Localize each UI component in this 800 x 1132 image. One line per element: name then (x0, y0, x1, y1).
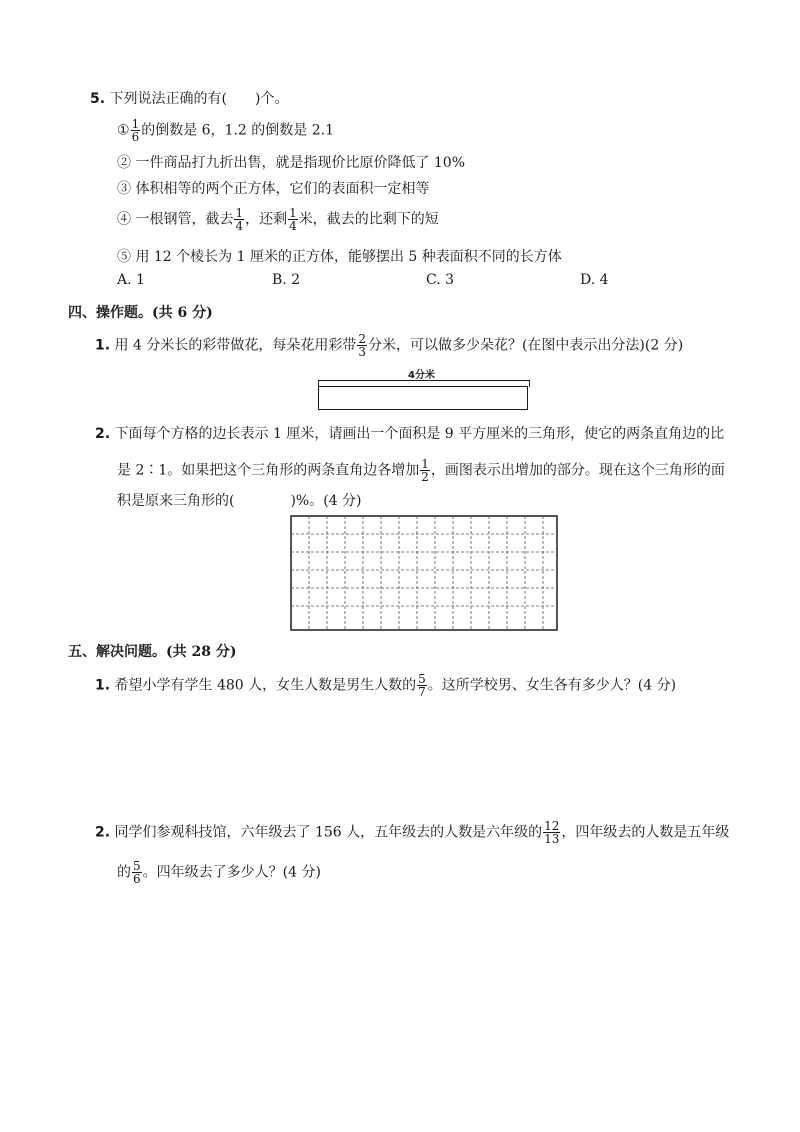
sec4-q2-line3: 积是原来三角形的( )%。(4 分) (117, 493, 362, 509)
q5-option-c: C. 3 (426, 272, 455, 288)
sec4-q2-line1: 2. 下面每个方格的边长表示 1 厘米，请画出一个面积是 9 平方厘米的三角形，使它的两条直角边的比 (95, 426, 725, 442)
fraction-1-4-b: $\frac{1}{4}$ (289, 206, 297, 233)
sec4-q1: 1. 用 4 分米长的彩带做花，每朵花用彩带 $\frac{2}{3}$ 分米，可以做多少朵花？(在图中表示出分法)(2 分) (95, 332, 684, 359)
fraction-12-13: $\frac{12}{13}$ (544, 819, 560, 846)
q5-statement-5: ⑤ 用 12 个棱长为 1 厘米的正方体，能够摆出 5 种表面积不同的长方体 (117, 249, 562, 265)
sec5-q2-line1: 2. 同学们参观科技馆，六年级去了 156 人，五年级去的人数是六年级的 $\frac{12}{13}$ ，四年级去的人数是五年级 (95, 819, 730, 846)
fraction-5-7: $\frac{5}{7}$ (418, 672, 426, 699)
q5-statement-2: ② 一件商品打九折出售，就是指现价比原价降低了 10% (117, 155, 466, 171)
q5-option-d: D. 4 (580, 272, 609, 288)
fraction-5-6: $\frac{5}{6}$ (133, 859, 141, 886)
ribbon-bar[interactable] (318, 386, 528, 410)
q5-text: 下列说法正确的有( )个。 (109, 91, 289, 107)
q5-number: 5. (90, 91, 106, 107)
section-5-title: 五、解决问题。(共 28 分) (68, 644, 237, 660)
q5-statement-3: ③ 体积相等的两个正方体，它们的表面积一定相等 (117, 181, 430, 197)
fraction-1-2: $\frac{1}{2}$ (421, 457, 429, 484)
q5-statement-1: ① $\frac{1}{6}$ 的倒数是 6，1.2 的倒数是 2.1 (117, 117, 334, 144)
q5-statement-4: ④ 一根钢管，截去 $\frac{1}{4}$ ，还剩 $\frac{1}{4}$ 米，截去的比剩下的短 (117, 206, 439, 233)
q5-option-b: B. 2 (272, 272, 301, 288)
sec5-q1: 1. 希望小学有学生 480 人，女生人数是男生人数的 $\frac{5}{7}$ 。这所学校男、女生各有多少人？(4 分) (95, 672, 677, 699)
square-grid[interactable] (290, 515, 558, 631)
ribbon-length-label: 4分米 (408, 370, 435, 381)
q5-option-a: A. 1 (117, 272, 145, 288)
section-4-title: 四、操作题。(共 6 分) (68, 305, 213, 321)
fraction-1-4-a: $\frac{1}{4}$ (235, 206, 244, 233)
fraction-2-3: $\frac{2}{3}$ (358, 332, 366, 359)
sec5-q2-line2: 的 $\frac{5}{6}$ 。四年级去了多少人？(4 分) (117, 859, 321, 886)
sec4-q2-line2: 是 2∶1。如果把这个三角形的两条直角边各增加 $\frac{1}{2}$ ，画图表示出增加的部分。现在这个三角形的面 (117, 457, 725, 484)
q5-stem (90, 88, 288, 108)
fraction-1-6: $\frac{1}{6}$ (131, 117, 140, 144)
